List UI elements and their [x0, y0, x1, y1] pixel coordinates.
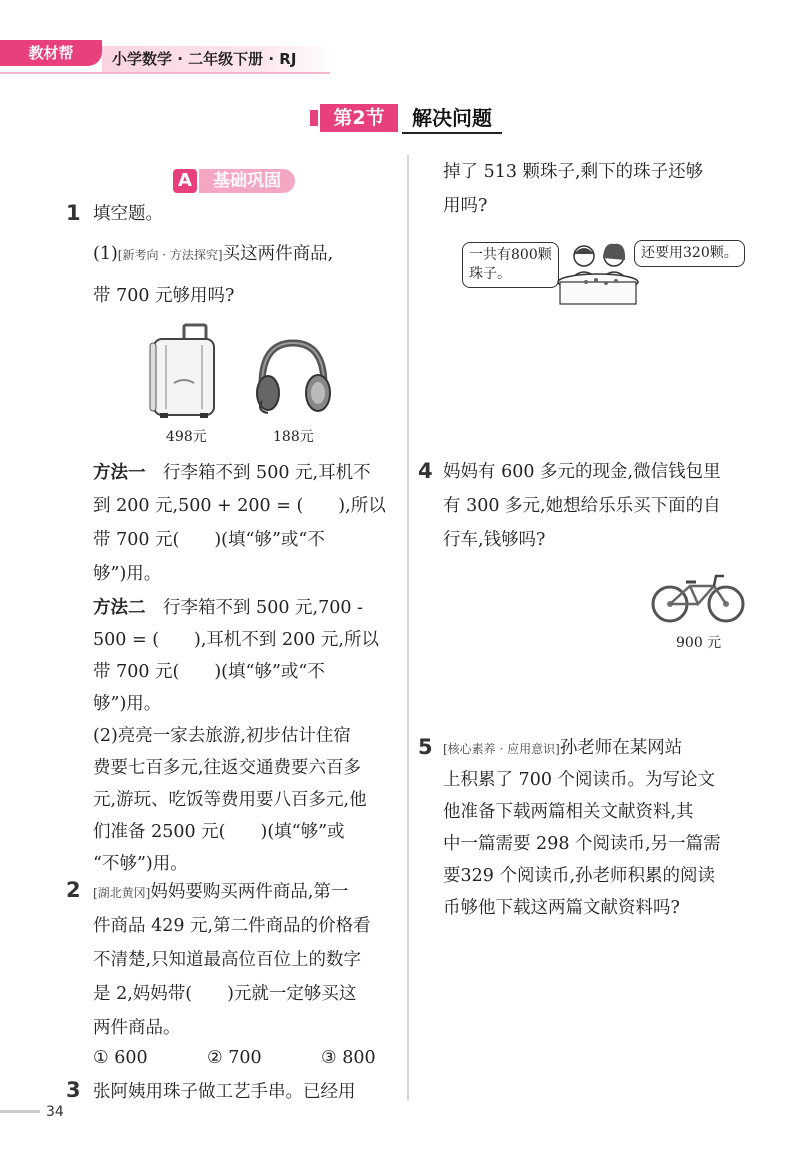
question-number: 4 [418, 459, 433, 483]
q5-line1: [核心素养 · 应用意识]孙老师在某网站 [443, 738, 683, 758]
q3-line2: 掉了 513 颗珠子,剩下的珠子还够 [443, 162, 704, 182]
q5-line6: 币够他下载这两篇文献资料吗? [443, 898, 680, 918]
section-number: 第2节 [320, 104, 398, 132]
method1-line2: 到 200 元,500 + 200 = ( ),所以 [93, 496, 386, 516]
q4-line1: 妈妈有 600 多元的现金,微信钱包里 [443, 462, 721, 482]
method1-line1: 方法一 行李箱不到 500 元,耳机不 [93, 463, 371, 483]
question-number: 3 [66, 1078, 81, 1102]
suitcase-price: 498元 [166, 429, 207, 445]
q5-line4: 中一篇需要 298 个阅读币,另一篇需 [443, 834, 721, 854]
q2-option-1: ① 600 [93, 1048, 148, 1068]
q3-line3: 用吗? [443, 196, 488, 216]
q1-part2-line5: “不够”)用。 [93, 854, 188, 874]
bicycle-image [650, 572, 746, 624]
question-tag: [湖北黄冈] [93, 886, 151, 900]
q5-line5: 要329 个阅读币,孙老师积累的阅读 [443, 866, 716, 886]
headphones-price: 188元 [273, 429, 314, 445]
q2-line2: 件商品 429 元,第二件商品的价格看 [93, 916, 371, 936]
q1-part2-line1: (2)亮亮一家去旅游,初步估计住宿 [93, 726, 351, 746]
q1-part2-line2: 费要七百多元,往返交通费要六百多 [93, 758, 362, 778]
q1-part1-line2: 带 700 元够用吗? [93, 286, 235, 306]
column-divider [407, 155, 409, 1100]
method2-line2: 500 = ( ),耳机不到 200 元,所以 [93, 630, 379, 650]
q1-part1-line1: (1)[新考向 · 方法探究]买这两件商品, [93, 244, 334, 264]
question-title: 填空题。 [93, 204, 163, 224]
q5-line2: 上积累了 700 个阅读币。为写论文 [443, 770, 716, 790]
q4-line3: 行车,钱够吗? [443, 530, 546, 550]
method1-label: 方法一 [93, 463, 146, 483]
level-label: 基础巩固 [199, 169, 295, 193]
q2-option-3: ③ 800 [321, 1048, 376, 1068]
question-number: 5 [418, 735, 433, 759]
q2-line5: 两件商品。 [93, 1018, 181, 1038]
speech-bubble-left: 一共有800颗 珠子。 [462, 242, 559, 288]
q1-part2-line3: 元,游玩、吃饭等费用要八百多元,他 [93, 790, 367, 810]
method1-line4: 够”)用。 [93, 564, 162, 584]
book-subtitle: 小学数学 · 二年级下册 · RJ [112, 50, 297, 68]
method2-line1: 方法二 行李箱不到 500 元,700 - [93, 598, 363, 618]
level-letter: A [173, 169, 197, 193]
method2-label: 方法二 [93, 598, 146, 618]
speech-bubble-right: 还要用320颗。 [634, 240, 745, 267]
method1-line3: 带 700 元( )(填“够”或“不 [93, 530, 325, 550]
method2-line3: 带 700 元( )(填“够”或“不 [93, 662, 325, 682]
section-title: 解决问题 [402, 104, 502, 134]
question-tag: [核心素养 · 应用意识] [443, 742, 560, 756]
q2-line4: 是 2,妈妈带( )元就一定够买这 [93, 984, 357, 1004]
question-number: 2 [66, 878, 81, 902]
bicycle-price: 900 元 [676, 635, 722, 651]
q2-line3: 不清楚,只知道最高位百位上的数字 [93, 950, 362, 970]
q4-line2: 有 300 多元,她想给乐乐买下面的自 [443, 496, 721, 516]
page-number: 34 [46, 1104, 64, 1120]
question-number: 1 [66, 201, 81, 225]
brand-badge: 教材帮 [0, 40, 102, 66]
q3-line1: 张阿姨用珠子做工艺手串。已经用 [93, 1082, 356, 1102]
section-decoration [310, 110, 318, 126]
q5-line3: 他准备下载两篇相关文献资料,其 [443, 802, 694, 822]
footer-bar [0, 1110, 40, 1113]
q1-part2-line4: 们准备 2500 元( )(填“够”或 [93, 822, 345, 842]
suitcase-image [146, 323, 222, 419]
headphones-image [252, 335, 334, 417]
header-underline [0, 72, 330, 74]
children-beading-illustration [556, 236, 640, 308]
question-tag: [新考向 · 方法探究] [117, 248, 223, 262]
q2-line1: [湖北黄冈]妈妈要购买两件商品,第一 [93, 882, 349, 902]
q2-option-2: ② 700 [207, 1048, 262, 1068]
method2-line4: 够”)用。 [93, 694, 162, 714]
